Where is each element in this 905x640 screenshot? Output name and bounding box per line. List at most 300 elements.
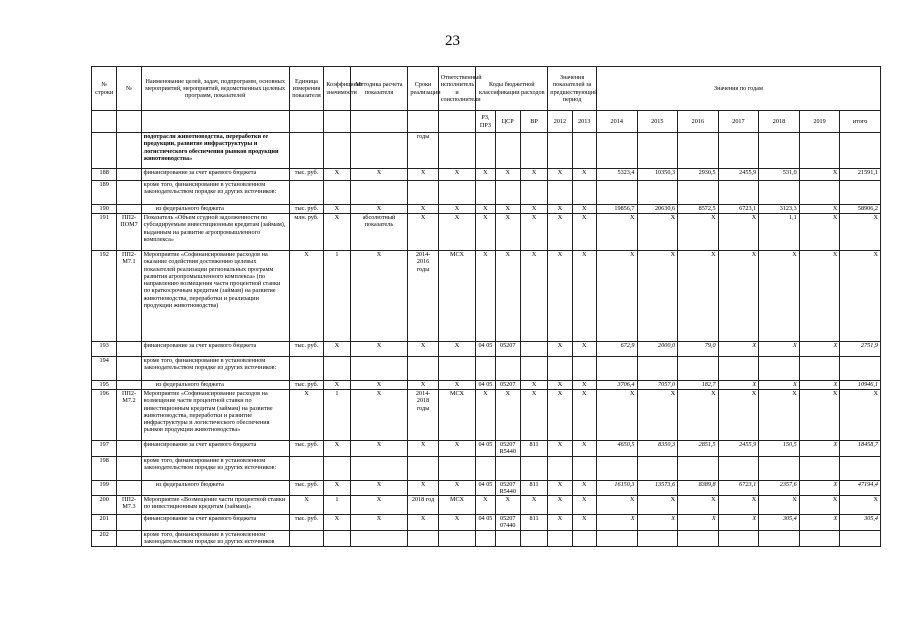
cell-year-value: X: [840, 496, 881, 515]
cell-year-value: [759, 530, 800, 546]
cell-p2012: X: [548, 480, 572, 496]
cell-unit: [289, 530, 323, 546]
cell-year-value: X: [759, 251, 800, 342]
cell-no: 195: [92, 381, 117, 390]
table-row: [92, 381, 881, 390]
cell-vr: [520, 133, 547, 169]
cell-year-value: X: [637, 515, 678, 531]
cell-year-value: X: [799, 496, 840, 515]
header-row-no: № строки: [92, 67, 117, 111]
cell-coef: X: [324, 515, 350, 531]
cell-name: кроме того, финансирование в установленном законодательством порядке из других источников:: [141, 357, 289, 381]
cell-resp: [438, 357, 476, 381]
cell-year-value: 182,7: [678, 381, 719, 390]
cell-year-value: 47194,4: [840, 480, 881, 496]
cell-name: из федерального бюджета: [141, 205, 289, 214]
cell-csr: 05207 R5440: [495, 441, 520, 457]
table-row: [92, 133, 881, 169]
cell-unit: [289, 133, 323, 169]
cell-year-value: X: [799, 390, 840, 441]
cell-method: [350, 530, 408, 546]
cell-year-value: [799, 133, 840, 169]
cell-csr: 05207 07440: [495, 515, 520, 531]
cell-year-value: 4650,5: [596, 441, 637, 457]
header-year-2018: 2018: [759, 111, 800, 133]
cell-year-value: X: [678, 515, 719, 531]
cell-p2013: X: [572, 390, 596, 441]
table-row: [92, 214, 881, 251]
cell-name: Мероприятие «Софинансирование расходов на оказание содействия достижению целевых показателей реализации региональных программ развития агропромышленного комплекса» (по направлению возмещения части процентной ставки по краткосрочным кредитам (займам) на развитие животноводства, переработки и реализации продукции животноводства): [141, 251, 289, 342]
cell-rz: 04 05: [476, 480, 495, 496]
cell-vr: 811: [520, 515, 547, 531]
cell-csr: [495, 133, 520, 169]
cell-year-value: [799, 530, 840, 546]
cell-vr: X: [520, 496, 547, 515]
cell-p2012: X: [548, 441, 572, 457]
cell-rz: X: [476, 205, 495, 214]
cell-code: [117, 205, 141, 214]
table-row: [92, 169, 881, 181]
cell-year-value: 79,0: [678, 342, 719, 357]
cell-year-value: [840, 530, 881, 546]
cell-csr: 05207: [495, 381, 520, 390]
cell-unit: тыс. руб.: [289, 169, 323, 181]
cell-year-value: [759, 357, 800, 381]
cell-name: финансирование за счет краевого бюджета: [141, 515, 289, 531]
cell-rz: X: [476, 390, 495, 441]
cell-year-value: X: [637, 251, 678, 342]
cell-name: Мероприятие «Софинансирование расходов на возмещение части процентной ставки по инвестиционным кредитам (займам) на развитие животноводства, переработки и развитие инфраструктуры и логистического обеспечения рынков продукции животноводства»: [141, 390, 289, 441]
cell-year-value: [840, 456, 881, 480]
cell-year-value: X: [678, 214, 719, 251]
cell-p2012: X: [548, 381, 572, 390]
cell-rz: X: [476, 214, 495, 251]
cell-year-value: 2357,6: [759, 480, 800, 496]
cell-coef: [324, 357, 350, 381]
cell-year-value: X: [596, 251, 637, 342]
cell-term: 2018 год: [408, 496, 438, 515]
cell-term: 2014-2016 годы: [408, 251, 438, 342]
header-total: итого: [840, 111, 881, 133]
header-responsible-cont: [438, 111, 476, 133]
cell-name: финансирование за счет краевого бюджета: [141, 169, 289, 181]
cell-year-value: [596, 357, 637, 381]
cell-rz: [476, 357, 495, 381]
table-header: [92, 67, 881, 133]
cell-rz: [476, 456, 495, 480]
cell-code: ПП2-ПОМ7: [117, 214, 141, 251]
cell-year-value: X: [718, 381, 759, 390]
cell-code: [117, 181, 141, 205]
cell-year-value: [840, 357, 881, 381]
header-prev-values: Значения показателей за предшествующий период: [548, 67, 597, 111]
cell-year-value: X: [637, 214, 678, 251]
cell-year-value: [596, 181, 637, 205]
cell-csr: X: [495, 496, 520, 515]
cell-rz: [476, 530, 495, 546]
cell-p2012: [548, 357, 572, 381]
cell-year-value: X: [799, 251, 840, 342]
header-vr: ВР: [520, 111, 547, 133]
cell-year-value: 8350,3: [637, 441, 678, 457]
header-name: Наименование целей, задач, подпрограмм, основных мероприятий, мероприятий, ведомственных целевых программ, показателей: [141, 67, 289, 111]
cell-resp: X: [438, 381, 476, 390]
header-unit-cont: [289, 111, 323, 133]
cell-year-value: 6723,1: [718, 480, 759, 496]
cell-year-value: [678, 181, 719, 205]
cell-p2013: [572, 530, 596, 546]
cell-vr: X: [520, 169, 547, 181]
cell-year-value: X: [718, 342, 759, 357]
cell-year-value: [637, 357, 678, 381]
cell-vr: X: [520, 390, 547, 441]
cell-no: 188: [92, 169, 117, 181]
cell-code: ПП2-М7.1: [117, 251, 141, 342]
cell-no: 197: [92, 441, 117, 457]
cell-p2012: X: [548, 496, 572, 515]
cell-p2013: [572, 456, 596, 480]
cell-term: X: [408, 169, 438, 181]
header-year-2016: 2016: [678, 111, 719, 133]
cell-method: X: [350, 251, 408, 342]
cell-year-value: X: [718, 390, 759, 441]
cell-year-value: 3706,4: [596, 381, 637, 390]
cell-year-value: X: [718, 496, 759, 515]
cell-method: X: [350, 496, 408, 515]
cell-year-value: X: [637, 390, 678, 441]
cell-year-value: X: [840, 251, 881, 342]
header-code-cont: [117, 111, 141, 133]
cell-vr: [520, 530, 547, 546]
cell-p2013: X: [572, 342, 596, 357]
cell-vr: [520, 181, 547, 205]
cell-unit: тыс. руб.: [289, 515, 323, 531]
cell-name: финансирование за счет краевого бюджета: [141, 342, 289, 357]
cell-year-value: [759, 133, 800, 169]
cell-unit: X: [289, 496, 323, 515]
cell-term: [408, 456, 438, 480]
header-year-2012: 2012: [548, 111, 572, 133]
cell-method: [350, 357, 408, 381]
cell-no: 191: [92, 214, 117, 251]
cell-no: 190: [92, 205, 117, 214]
cell-method: [350, 133, 408, 169]
cell-p2012: X: [548, 390, 572, 441]
cell-year-value: X: [678, 496, 719, 515]
cell-year-value: 6723,1: [718, 205, 759, 214]
header-year-2014: 2014: [596, 111, 637, 133]
cell-year-value: [718, 133, 759, 169]
cell-resp: X: [438, 214, 476, 251]
cell-year-value: 2930,5: [678, 169, 719, 181]
cell-year-value: [718, 181, 759, 205]
cell-year-value: X: [759, 390, 800, 441]
cell-csr: 05207: [495, 342, 520, 357]
cell-p2013: X: [572, 251, 596, 342]
cell-resp: [438, 133, 476, 169]
table-row: [92, 357, 881, 381]
cell-name: Показатель «Объем ссудной задолженности по субсидируемым инвестиционным кредитам (займам), выданным на развитие агропромышленного комплекса»: [141, 214, 289, 251]
cell-year-value: 672,9: [596, 342, 637, 357]
page-number: 23: [445, 33, 460, 49]
cell-p2013: X: [572, 205, 596, 214]
cell-name: кроме того, финансирование в установленном законодательством порядке из других источников:: [141, 181, 289, 205]
cell-csr: [495, 357, 520, 381]
cell-year-value: [637, 530, 678, 546]
cell-vr: [520, 342, 547, 357]
cell-year-value: X: [596, 214, 637, 251]
cell-year-value: 305,4: [840, 515, 881, 531]
cell-coef: 1: [324, 390, 350, 441]
cell-unit: X: [289, 251, 323, 342]
cell-method: X: [350, 480, 408, 496]
table-row: [92, 342, 881, 357]
cell-code: ПП2-М7.2: [117, 390, 141, 441]
cell-method: X: [350, 390, 408, 441]
cell-rz: 04 05: [476, 515, 495, 531]
cell-code: [117, 515, 141, 531]
cell-rz: 04 05: [476, 441, 495, 457]
cell-term: [408, 357, 438, 381]
cell-rz: X: [476, 251, 495, 342]
cell-year-value: [840, 133, 881, 169]
cell-year-value: [637, 456, 678, 480]
cell-year-value: X: [759, 381, 800, 390]
cell-year-value: 2751,9: [840, 342, 881, 357]
cell-term: 2014-2018 годы: [408, 390, 438, 441]
cell-resp: МСХ: [438, 251, 476, 342]
cell-method: X: [350, 205, 408, 214]
cell-resp: МСХ: [438, 390, 476, 441]
cell-year-value: 5323,4: [596, 169, 637, 181]
cell-term: X: [408, 480, 438, 496]
cell-term: X: [408, 214, 438, 251]
cell-p2012: X: [548, 515, 572, 531]
cell-unit: [289, 181, 323, 205]
cell-method: абсолютный показатель: [350, 214, 408, 251]
cell-no: 199: [92, 480, 117, 496]
cell-year-value: X: [596, 515, 637, 531]
cell-csr: X: [495, 214, 520, 251]
cell-unit: тыс. руб.: [289, 381, 323, 390]
cell-year-value: 20630,6: [637, 205, 678, 214]
cell-p2013: [572, 357, 596, 381]
cell-year-value: X: [718, 251, 759, 342]
cell-unit: млн. руб.: [289, 214, 323, 251]
cell-p2013: X: [572, 496, 596, 515]
table-row: [92, 515, 881, 531]
cell-coef: X: [324, 214, 350, 251]
header-coef: Коэффициент значимости: [324, 67, 350, 111]
cell-p2013: X: [572, 480, 596, 496]
cell-year-value: [637, 181, 678, 205]
cell-vr: X: [520, 205, 547, 214]
header-method-cont: [350, 111, 408, 133]
cell-unit: [289, 456, 323, 480]
cell-year-value: X: [718, 515, 759, 531]
cell-year-value: 3123,3: [759, 205, 800, 214]
cell-year-value: X: [799, 169, 840, 181]
cell-name: финансирование за счет краевого бюджета: [141, 441, 289, 457]
cell-name: из федерального бюджета: [141, 480, 289, 496]
cell-method: X: [350, 342, 408, 357]
cell-code: [117, 133, 141, 169]
cell-year-value: X: [596, 496, 637, 515]
cell-year-value: X: [799, 441, 840, 457]
cell-year-value: X: [678, 390, 719, 441]
cell-year-value: 58906,2: [840, 205, 881, 214]
cell-year-value: 21591,1: [840, 169, 881, 181]
cell-year-value: [596, 133, 637, 169]
cell-year-value: [678, 133, 719, 169]
cell-p2013: X: [572, 381, 596, 390]
cell-no: 198: [92, 456, 117, 480]
cell-method: X: [350, 441, 408, 457]
cell-term: X: [408, 441, 438, 457]
header-term: Сроки реализации: [408, 67, 438, 111]
header-responsible: Ответственный исполнитель и соисполнители: [438, 67, 476, 111]
cell-year-value: X: [678, 251, 719, 342]
header-method: Методика расчета показателя: [350, 67, 408, 111]
cell-method: X: [350, 381, 408, 390]
cell-coef: X: [324, 205, 350, 214]
cell-p2013: X: [572, 515, 596, 531]
cell-method: [350, 181, 408, 205]
table-row: [92, 530, 881, 546]
cell-method: X: [350, 515, 408, 531]
cell-no: 196: [92, 390, 117, 441]
cell-year-value: X: [840, 390, 881, 441]
cell-code: [117, 441, 141, 457]
cell-unit: тыс. руб.: [289, 480, 323, 496]
header-csr: ЦСР: [495, 111, 520, 133]
cell-year-value: [799, 357, 840, 381]
cell-coef: [324, 530, 350, 546]
cell-resp: X: [438, 169, 476, 181]
cell-year-value: 150,5: [759, 441, 800, 457]
cell-p2012: [548, 530, 572, 546]
cell-resp: [438, 456, 476, 480]
cell-year-value: 19856,7: [596, 205, 637, 214]
cell-year-value: [718, 456, 759, 480]
cell-year-value: 8389,8: [678, 480, 719, 496]
cell-year-value: X: [799, 381, 840, 390]
cell-vr: X: [520, 381, 547, 390]
cell-coef: X: [324, 441, 350, 457]
cell-p2012: X: [548, 214, 572, 251]
cell-vr: 811: [520, 480, 547, 496]
cell-year-value: X: [799, 515, 840, 531]
cell-csr: X: [495, 251, 520, 342]
header-year-2015: 2015: [637, 111, 678, 133]
cell-year-value: [596, 456, 637, 480]
cell-year-value: [637, 133, 678, 169]
cell-resp: [438, 530, 476, 546]
table-body: [92, 133, 881, 547]
cell-rz: [476, 181, 495, 205]
cell-no: 202: [92, 530, 117, 546]
header-year-2013: 2013: [572, 111, 596, 133]
cell-coef: X: [324, 381, 350, 390]
cell-year-value: 10946,1: [840, 381, 881, 390]
header-year-2017: 2017: [718, 111, 759, 133]
cell-vr: 811: [520, 441, 547, 457]
table-row: [92, 251, 881, 342]
cell-year-value: 1,1: [759, 214, 800, 251]
cell-p2012: X: [548, 342, 572, 357]
cell-unit: [289, 357, 323, 381]
cell-term: [408, 181, 438, 205]
cell-year-value: X: [759, 342, 800, 357]
cell-year-value: 2851,5: [678, 441, 719, 457]
cell-csr: X: [495, 169, 520, 181]
cell-coef: [324, 181, 350, 205]
cell-name: кроме того, финансирование в установленном законодательством порядке из других источников: [141, 530, 289, 546]
cell-year-value: 2000,0: [637, 342, 678, 357]
cell-p2013: X: [572, 214, 596, 251]
cell-no: [92, 133, 117, 169]
cell-year-value: [799, 181, 840, 205]
header-term-cont: [408, 111, 438, 133]
cell-year-value: [759, 456, 800, 480]
header-code: №: [117, 67, 141, 111]
cell-code: [117, 357, 141, 381]
table-row: [92, 205, 881, 214]
cell-year-value: [678, 530, 719, 546]
cell-no: 194: [92, 357, 117, 381]
header-coef-cont: [324, 111, 350, 133]
cell-code: [117, 456, 141, 480]
cell-unit: тыс. руб.: [289, 205, 323, 214]
cell-year-value: 531,0: [759, 169, 800, 181]
cell-rz: X: [476, 169, 495, 181]
cell-p2013: X: [572, 441, 596, 457]
cell-coef: 1: [324, 496, 350, 515]
cell-vr: [520, 357, 547, 381]
cell-p2013: [572, 181, 596, 205]
cell-coef: [324, 456, 350, 480]
cell-year-value: X: [799, 214, 840, 251]
cell-term: X: [408, 381, 438, 390]
cell-resp: X: [438, 515, 476, 531]
cell-p2012: X: [548, 251, 572, 342]
cell-year-value: 13573,6: [637, 480, 678, 496]
cell-year-value: [718, 357, 759, 381]
header-year-2019: 2019: [799, 111, 840, 133]
cell-p2012: X: [548, 205, 572, 214]
cell-vr: X: [520, 251, 547, 342]
cell-p2012: [548, 181, 572, 205]
cell-year-value: 305,4: [759, 515, 800, 531]
cell-term: X: [408, 342, 438, 357]
cell-year-value: [840, 181, 881, 205]
cell-term: X: [408, 515, 438, 531]
header-unit: Единица измерения показателя: [289, 67, 323, 111]
cell-no: 201: [92, 515, 117, 531]
cell-year-value: 8572,5: [678, 205, 719, 214]
cell-year-value: 16150,3: [596, 480, 637, 496]
cell-csr: X: [495, 390, 520, 441]
cell-year-value: 18458,7: [840, 441, 881, 457]
cell-coef: X: [324, 480, 350, 496]
cell-method: [350, 456, 408, 480]
cell-year-value: X: [759, 496, 800, 515]
header-budget-codes: Коды бюджетной классификации расходов: [476, 67, 548, 111]
cell-csr: [495, 456, 520, 480]
cell-year-value: 7057,0: [637, 381, 678, 390]
cell-coef: 1: [324, 251, 350, 342]
cell-no: 189: [92, 181, 117, 205]
